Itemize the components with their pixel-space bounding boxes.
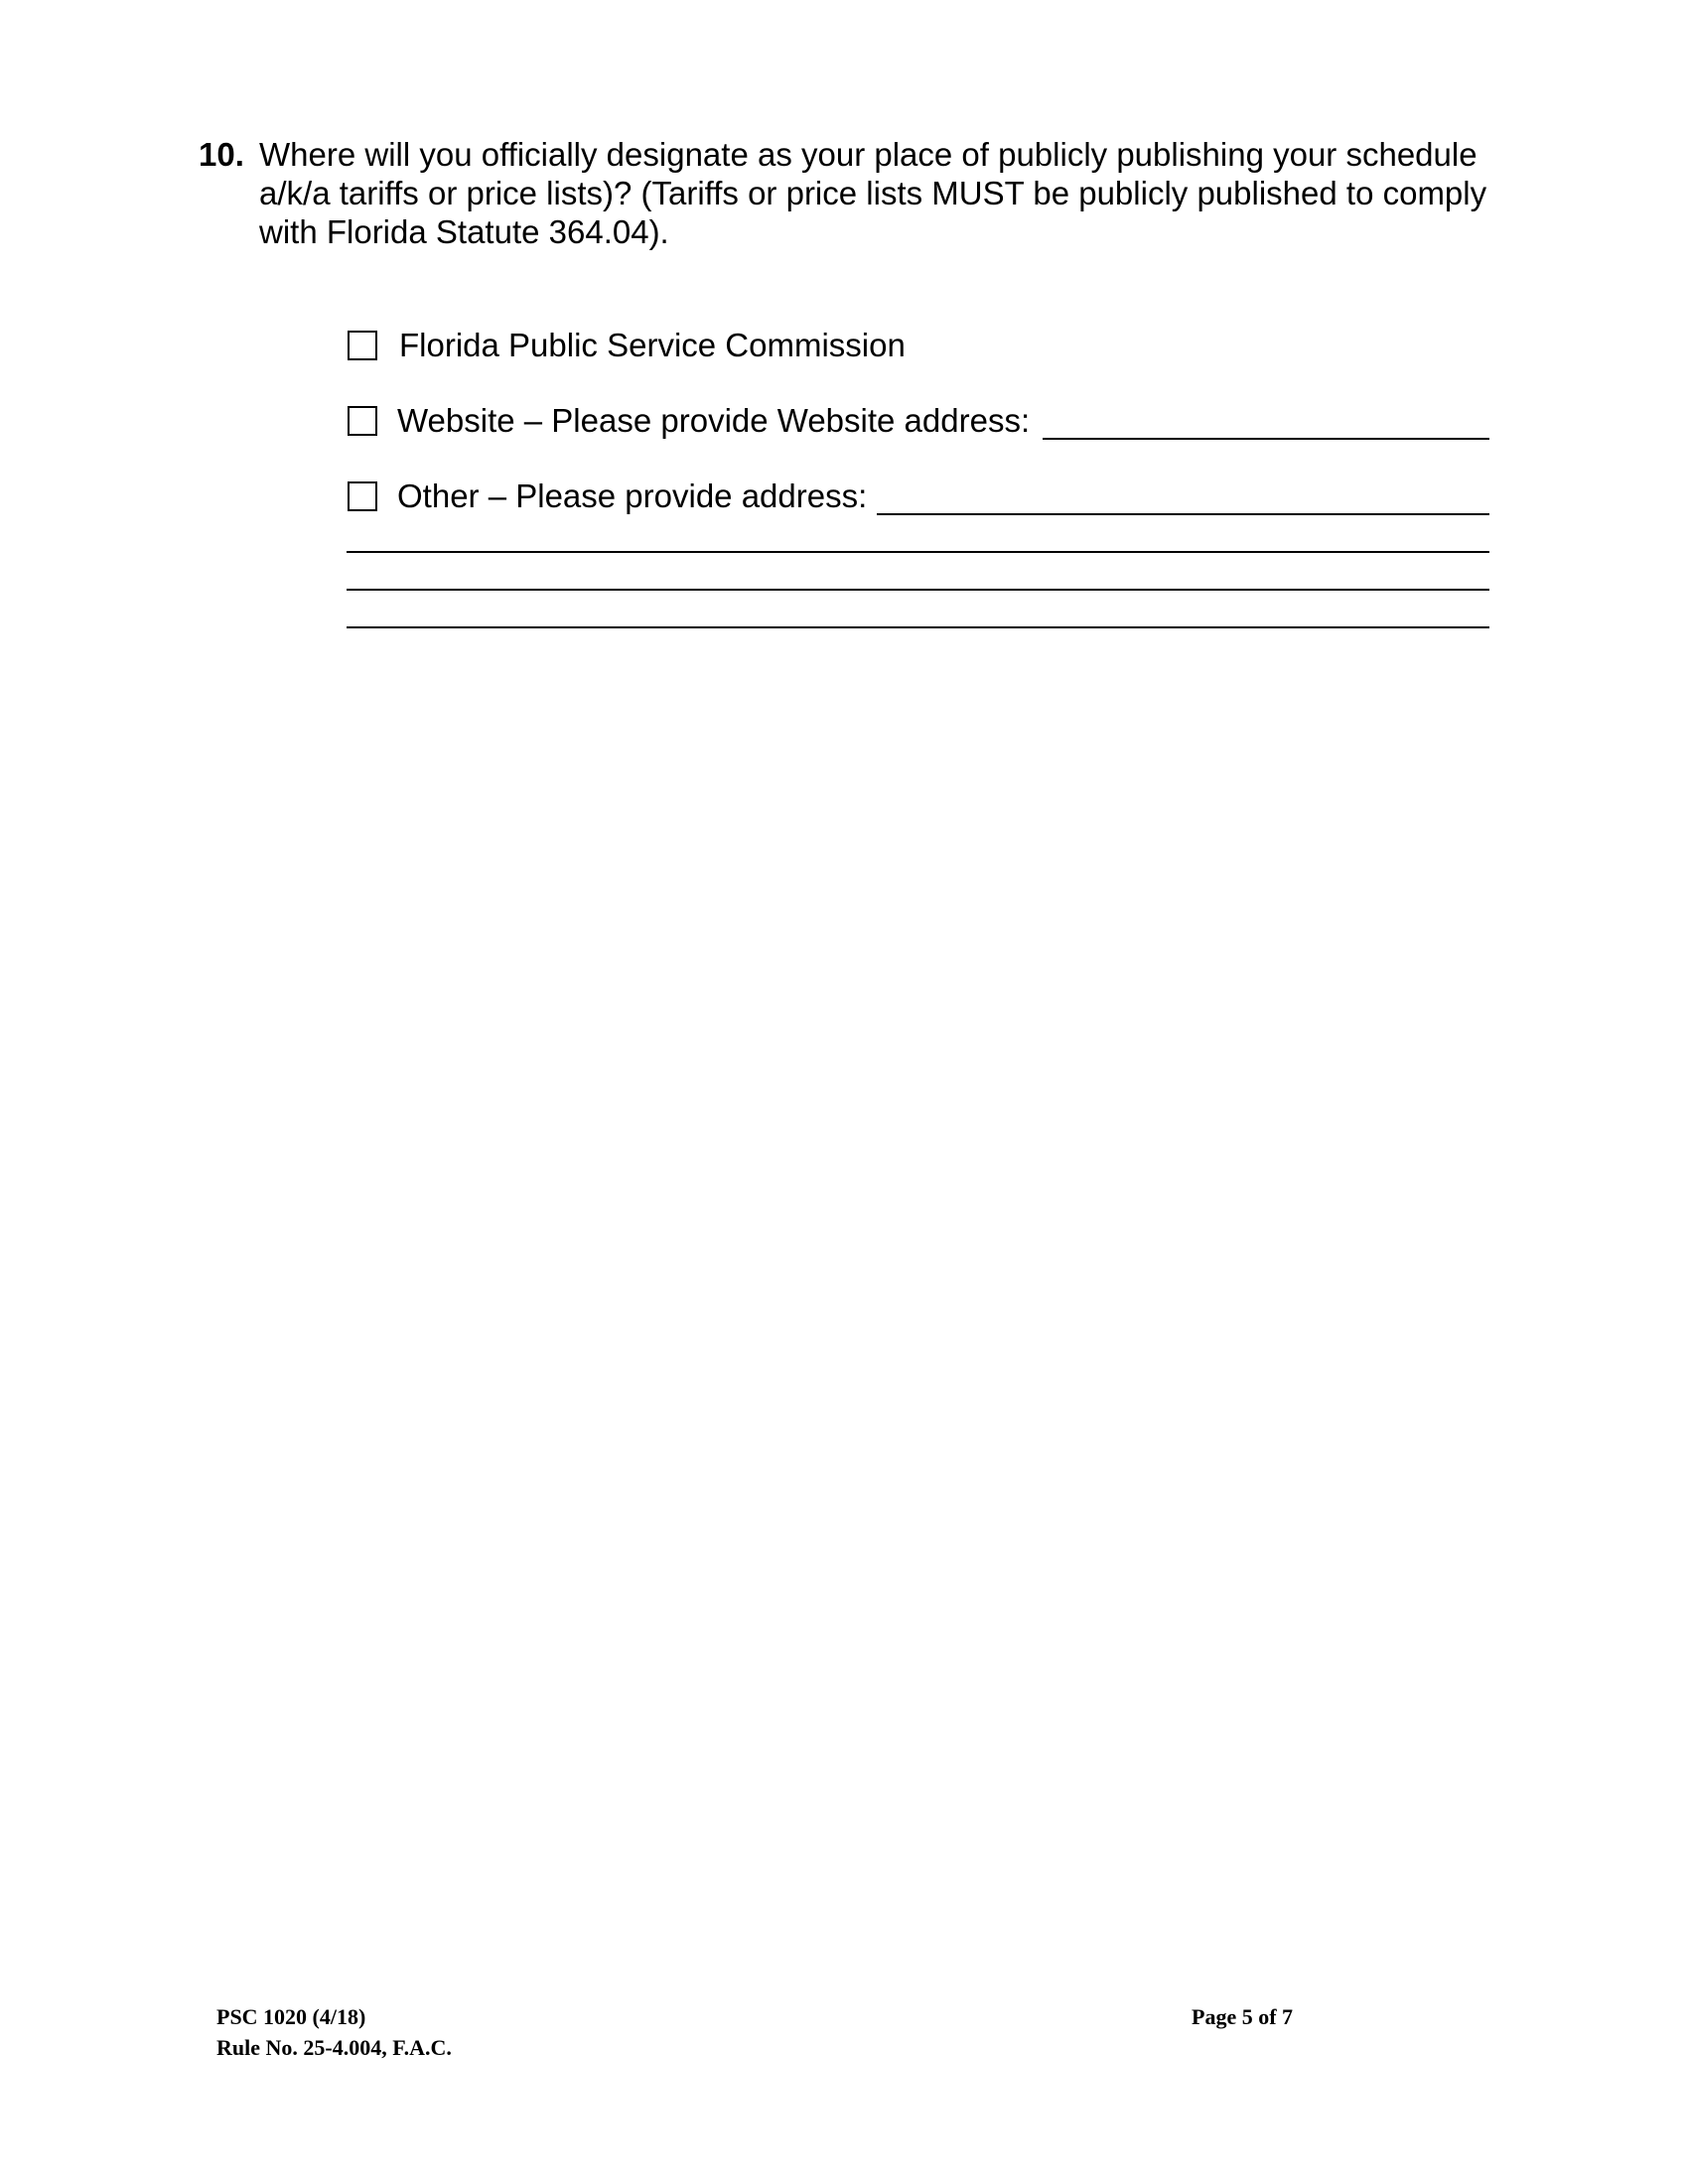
other-address-line-4[interactable] [347, 626, 1489, 628]
option-website[interactable] [348, 403, 1030, 439]
other-address-line-3[interactable] [347, 589, 1489, 591]
page-number: Page 5 of 7 [1192, 2004, 1294, 2029]
other-label: Other – Please provide address: [397, 478, 868, 514]
rule-number: Rule No. 25-4.004, F.A.C. [216, 2035, 452, 2060]
option-other[interactable] [348, 478, 867, 514]
florida-psc-label: Florida Public Service Commission [399, 327, 906, 363]
website-address-field[interactable] [1043, 438, 1489, 440]
website-checkbox[interactable] [348, 406, 377, 436]
other-address-field[interactable] [877, 513, 1489, 515]
question-text: Where will you officially designate as your place of publicly publishing your schedule a/k/a tariffs or price lists)? (Tariffs or price lists MUST be publicly published to comply with Florida Statute 364.04). [259, 136, 1487, 250]
website-label: Website – Please provide Website address: [397, 402, 1031, 439]
other-checkbox[interactable] [348, 481, 377, 511]
option-florida-psc[interactable] [348, 328, 906, 363]
other-address-line-2[interactable] [347, 551, 1489, 553]
question-10 [199, 135, 1489, 251]
footer-left [216, 2001, 452, 2063]
florida-psc-checkbox[interactable] [348, 331, 377, 360]
form-id: PSC 1020 (4/18) [216, 2004, 366, 2029]
question-number: 10. [199, 136, 244, 173]
